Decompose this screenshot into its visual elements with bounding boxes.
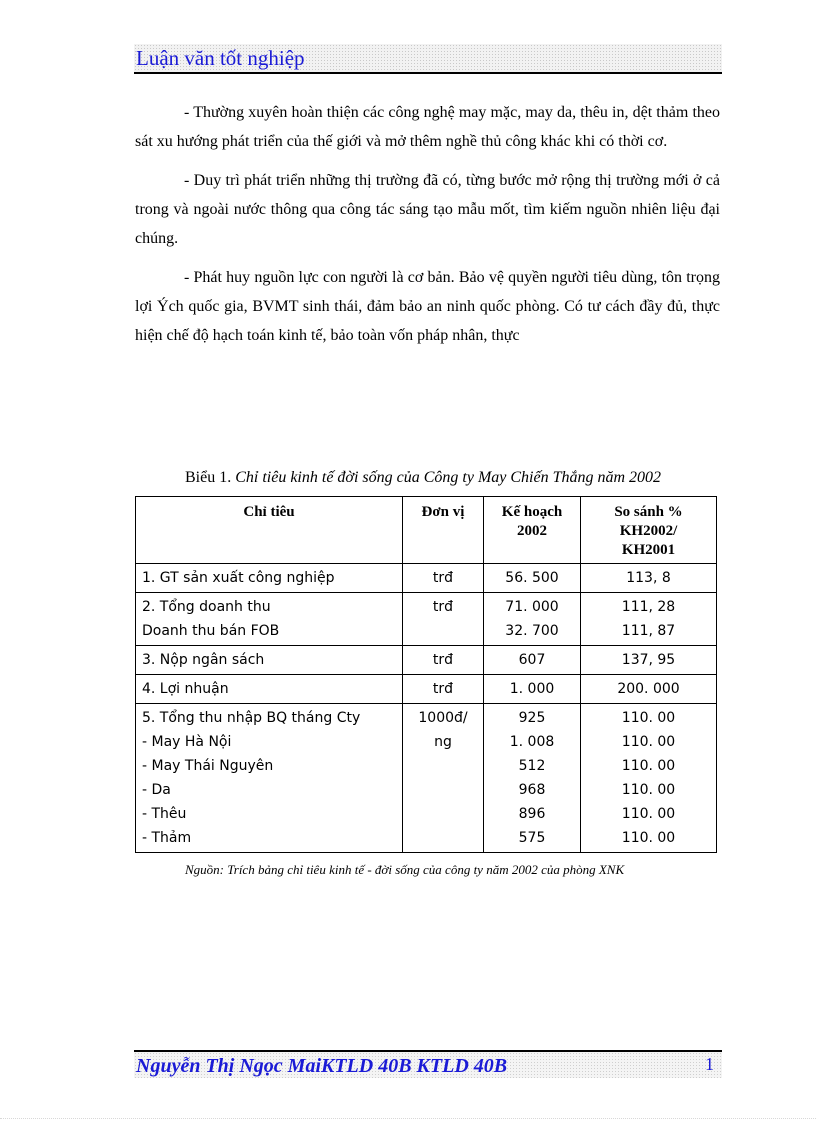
header-comparison: So sánh % KH2002/ KH2001	[581, 497, 717, 564]
cell-unit: trđ	[403, 675, 484, 704]
header-title: Luận văn tốt nghiệp	[136, 46, 305, 70]
cell-unit: trđ	[403, 564, 484, 593]
table-row	[136, 704, 717, 853]
paragraph: - Thường xuyên hoàn thiện các công nghệ may mặc, may da, thêu in, dệt thảm theo sát xu hướng phát triển của thế giới và mở thêm nghề thủ công khác khi có thời cơ.	[135, 104, 720, 150]
cell-comparison: 200. 000	[581, 675, 717, 704]
table-source-note: Nguồn: Trích bảng chỉ tiêu kinh tế - đời sống của công ty năm 2002 của phòng XNK	[185, 862, 625, 877]
header-plan: Kế hoạch 2002	[484, 497, 581, 564]
table-header-row	[136, 497, 717, 564]
paragraph: - Phát huy nguồn lực con người là cơ bản. Bảo vệ quyền người tiêu dùng, tôn trọng lợi Ých quốc gia, BVMT sinh thái, đảm bảo an ninh quốc phòng. Có tư cách đầy đủ, thực hiện chế độ hạch toán kinh tế, bảo toàn vốn pháp nhân, thực	[135, 269, 720, 344]
header-indicator: Chỉ tiêu	[136, 497, 403, 564]
cell-plan: 607	[484, 646, 581, 675]
cell-unit: trđ	[403, 646, 484, 675]
table-row	[136, 593, 717, 646]
cell-indicator: 2. Tổng doanh thu Doanh thu bán FOB	[136, 593, 403, 646]
footer-author: Nguyễn Thị Ngọc MaiKTLD 40B KTLD 40B	[136, 1055, 508, 1077]
cell-unit: trđ	[403, 593, 484, 646]
cell-unit: 1000đ/ ng	[403, 704, 484, 853]
cell-plan: 71. 000 32. 700	[484, 593, 581, 646]
cell-plan: 925 1. 008 512 968 896 575	[484, 704, 581, 853]
cell-comparison: 113, 8	[581, 564, 717, 593]
table-row	[136, 564, 717, 593]
economic-indicators-table	[135, 496, 717, 853]
paragraph: - Duy trì phát triển những thị trường đã có, từng bước mở rộng thị trường mới ở cả trong và ngoài nước thông qua công tác sáng tạo mẫu mốt, tìm kiếm nguồn nhiên liệu đại chúng.	[135, 172, 720, 247]
body-text	[135, 98, 720, 360]
page-number: 1	[705, 1054, 714, 1074]
cell-plan: 1. 000	[484, 675, 581, 704]
cell-indicator: 4. Lợi nhuận	[136, 675, 403, 704]
page-footer	[134, 1050, 722, 1078]
table-caption	[185, 469, 661, 487]
cell-comparison: 111, 28 111, 87	[581, 593, 717, 646]
cell-plan: 56. 500	[484, 564, 581, 593]
page-header	[134, 44, 722, 74]
table-row	[136, 675, 717, 704]
page-bottom-edge	[0, 1118, 816, 1119]
cell-indicator: 5. Tổng thu nhập BQ tháng Cty - May Hà Nội - May Thái Nguyên - Da - Thêu - Thảm	[136, 704, 403, 853]
caption-title: Chỉ tiêu kinh tế đời sống của Công ty May Chiến Thắng năm 2002	[235, 469, 662, 486]
header-unit: Đơn vị	[403, 497, 484, 564]
table-row	[136, 646, 717, 675]
cell-indicator: 1. GT sản xuất công nghiệp	[136, 564, 403, 593]
caption-label: Biểu 1.	[185, 469, 232, 486]
cell-indicator: 3. Nộp ngân sách	[136, 646, 403, 675]
cell-comparison: 137, 95	[581, 646, 717, 675]
cell-comparison: 110. 00 110. 00 110. 00 110. 00 110. 00 110. 00	[581, 704, 717, 853]
